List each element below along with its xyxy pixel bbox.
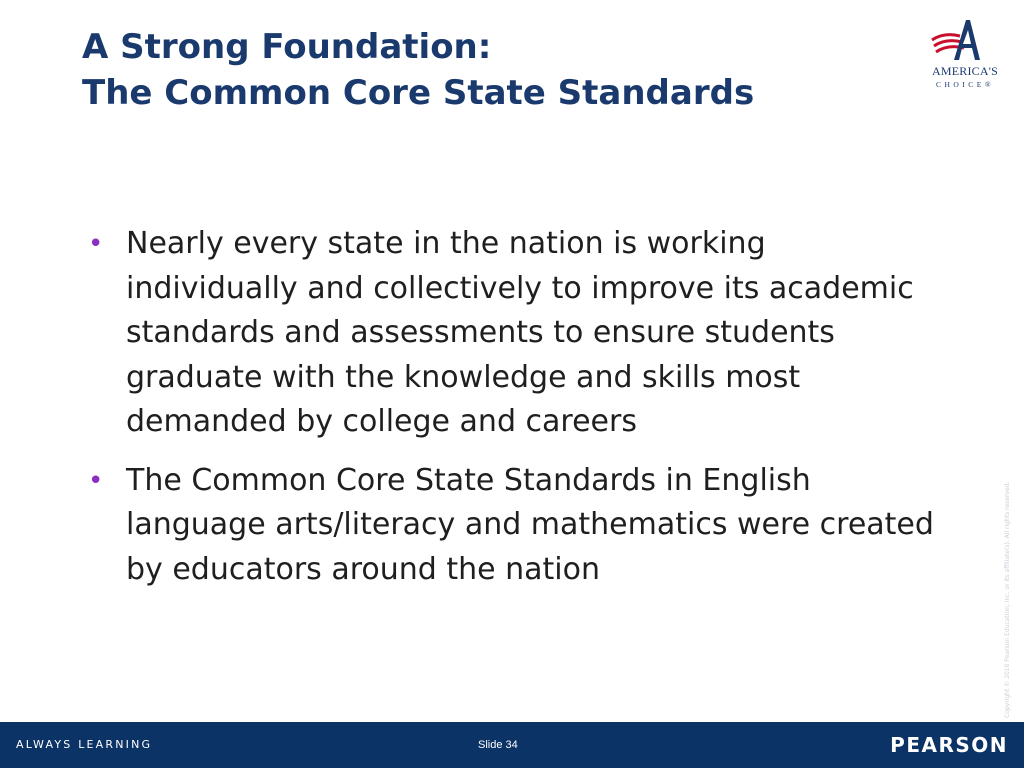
bullet-text: Nearly every state in the nation is working individually and collectively to improve its academic standards and assessments to ensure students graduate with the knowledge and skills most demanded by college and careers bbox=[126, 226, 914, 439]
logo-sub-text: CHOICE® bbox=[935, 80, 995, 89]
logo-name-text: AMERICA'S bbox=[932, 64, 998, 78]
slide-title bbox=[82, 24, 754, 116]
slide-title-line-2: The Common Core State Standards bbox=[82, 73, 755, 113]
footer-tagline: ALWAYS LEARNING bbox=[16, 738, 153, 751]
bullet-icon: • bbox=[88, 465, 104, 496]
bullet-text: The Common Core State Standards in English language arts/literacy and mathematics were created by educators around the nation bbox=[126, 462, 934, 587]
americas-choice-logo-icon bbox=[930, 18, 982, 62]
slide-number: Slide 34 bbox=[478, 739, 518, 751]
bullet-list bbox=[88, 222, 938, 606]
copyright-notice: Copyright © 2010 Pearson Education, Inc. or its affiliate(s). All rights reserved. bbox=[1004, 481, 1011, 718]
americas-choice-logo bbox=[920, 18, 1010, 98]
bullet-icon: • bbox=[88, 229, 104, 259]
bullet-item bbox=[88, 222, 938, 445]
slide-title-line-1: A Strong Foundation: bbox=[82, 27, 492, 67]
pearson-logo: PEARSON bbox=[890, 733, 1008, 757]
footer-bar bbox=[0, 722, 1024, 768]
bullet-item bbox=[88, 459, 938, 593]
